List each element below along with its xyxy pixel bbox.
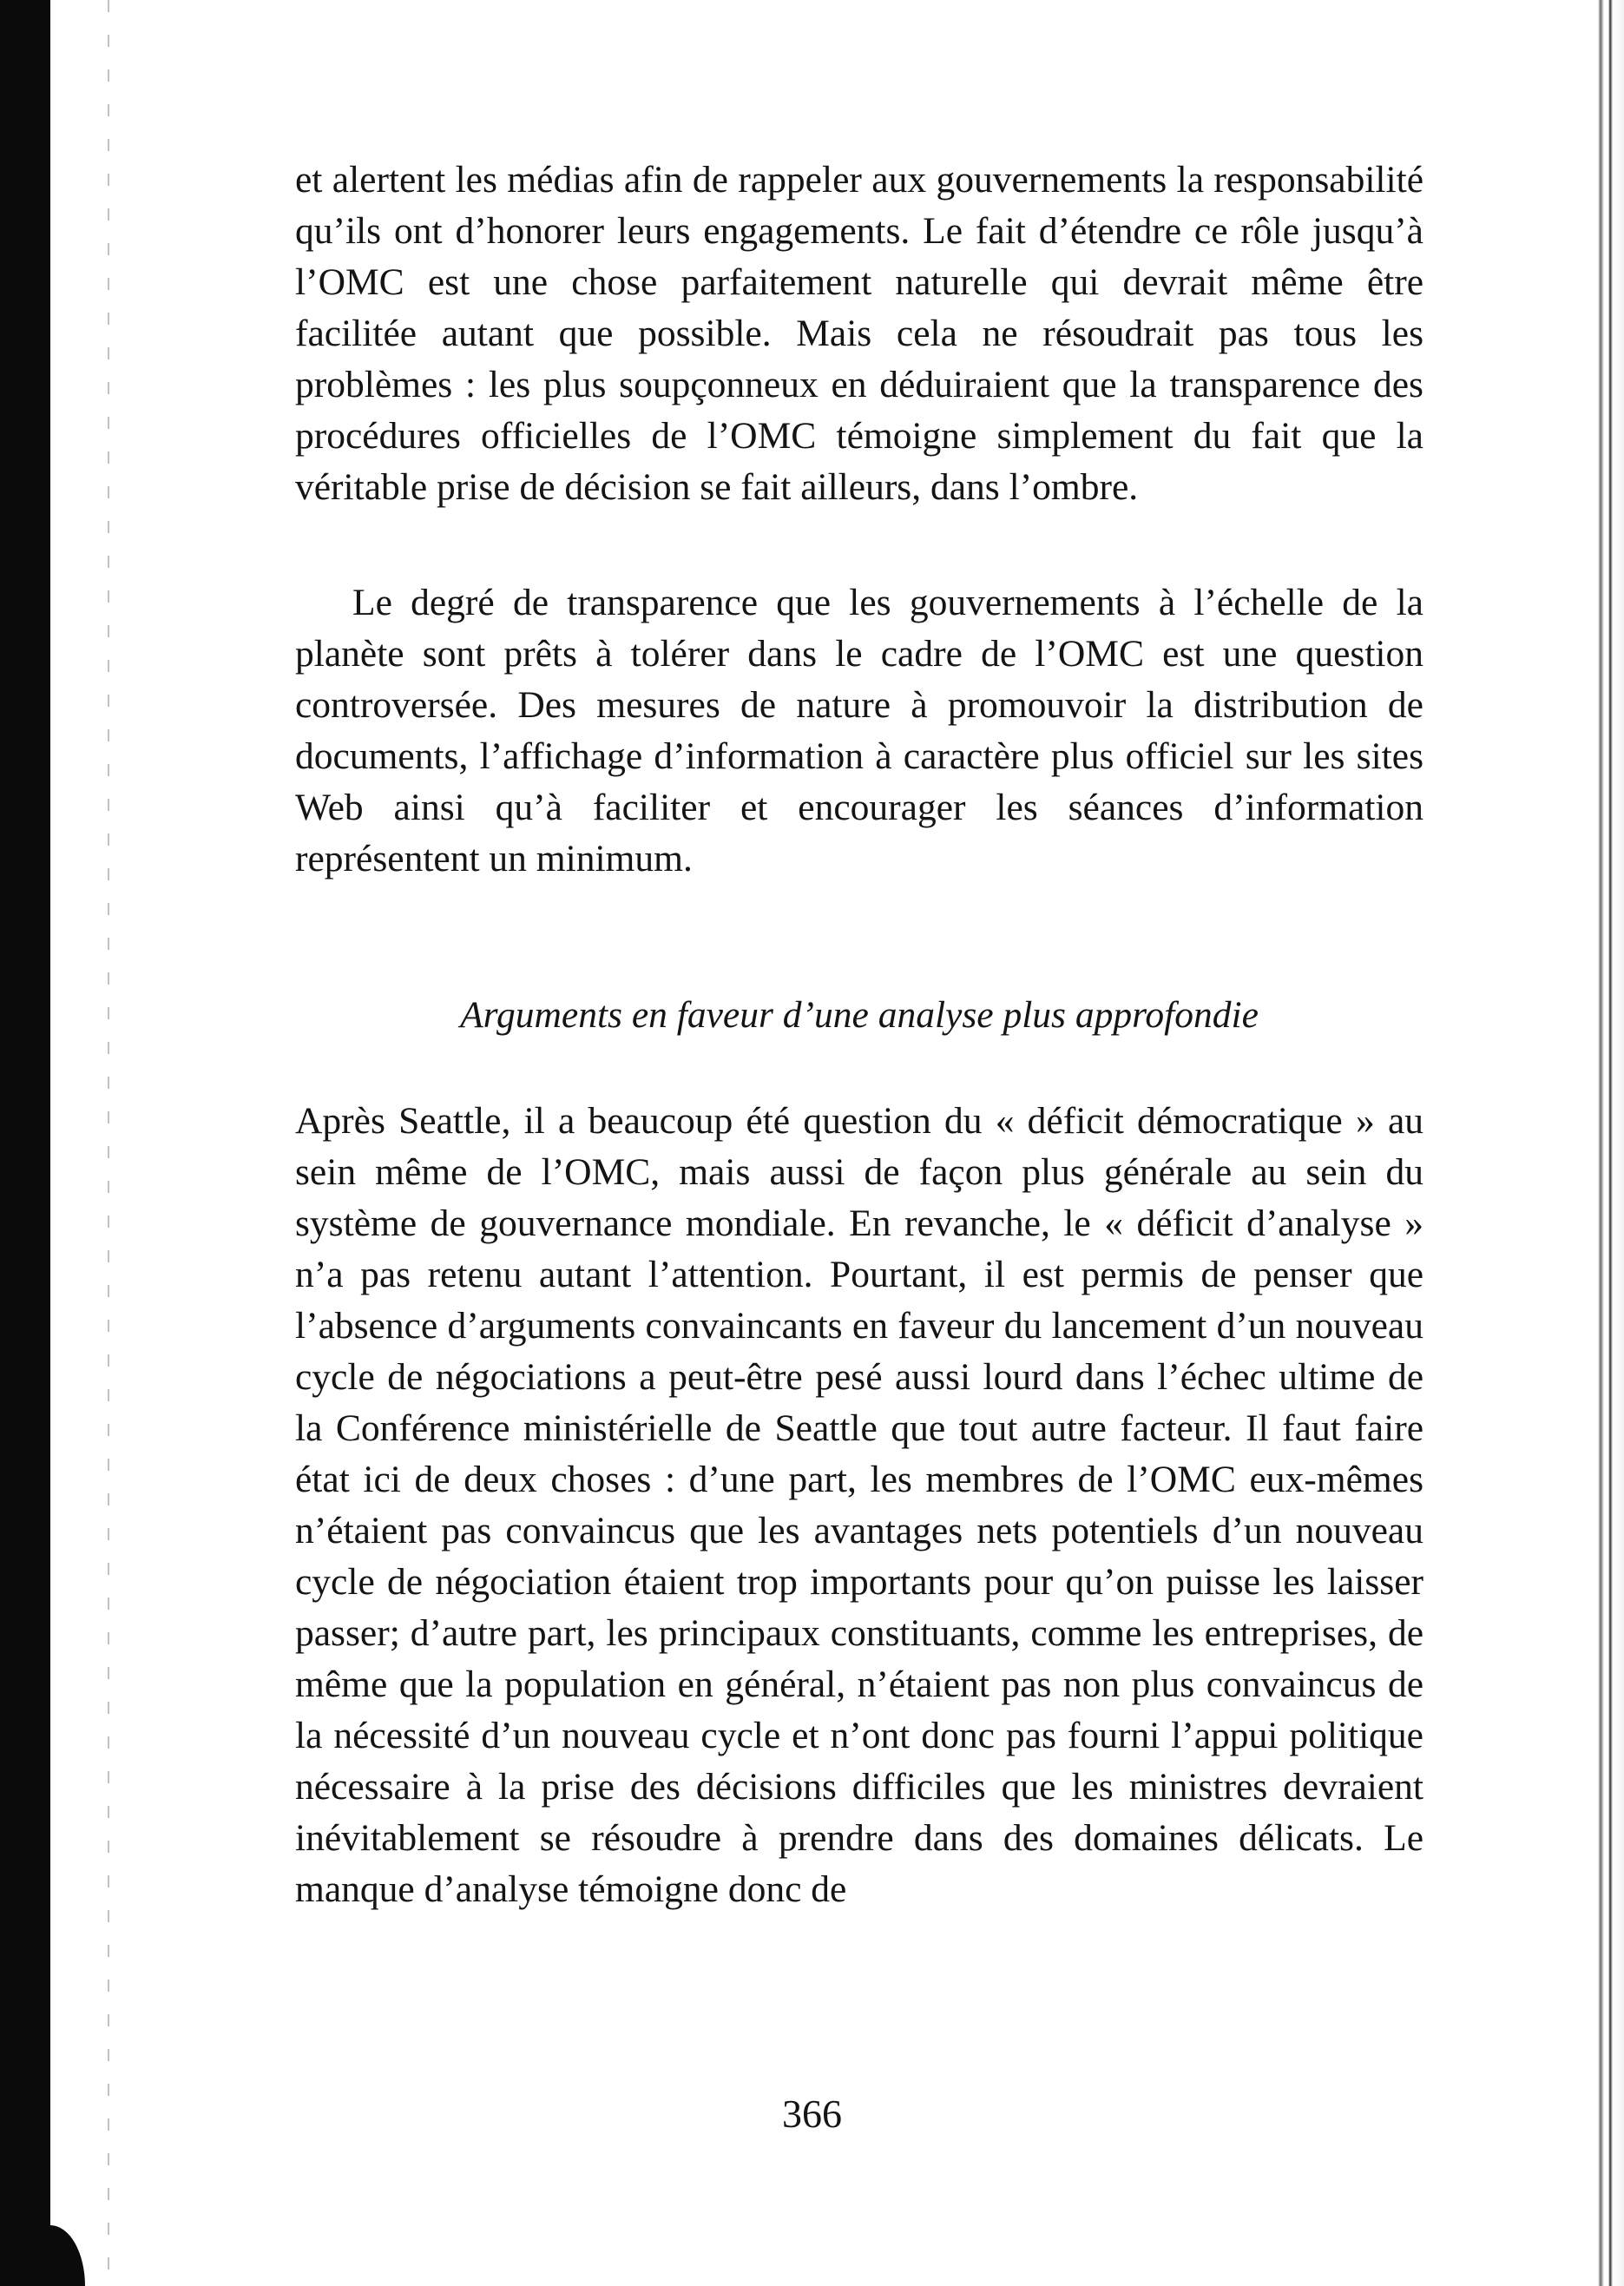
- page-number: 366: [782, 2092, 842, 2136]
- paragraph-3-text: Après Seattle, il a beaucoup été question du « déficit démocratique » au sein même de l’OMC, mais aussi de façon plus générale au sein du système de gouvernance mondiale. En revanche, le « déficit d’analyse » n’a pas retenu autant l’attention. Pourtant, il est permis de penser que l’absence d’arguments convaincants en faveur du lancement d’un nouveau cycle de négociations a peut-être pesé aussi lourd dans l’échec ultime de la Conférence ministérielle de Seattle que tout autre facteur. Il faut faire état ici de deux choses : d’une part, les membres de l’OMC eux-mêmes n’étaient pas convaincus que les avantages nets potentiels d’un nouveau cycle de négociation étaient trop importants pour qu’on puisse les laisser passer; d’autre part, les principaux constituants, comme les entreprises, de même que la population en général, n’étaient pas non plus convaincus de la nécessité d’un nouveau cycle et n’ont donc pas fourni l’appui politique nécessaire à la prise des décisions difficiles que les ministres devraient inévitablement se résoudre à prendre dans des domaines délicats. Le manque d’analyse témoigne donc de: [295, 1100, 1423, 1910]
- page-corner-curl: [50, 2225, 85, 2286]
- paragraph-1: [295, 155, 1423, 513]
- paragraph-1-text: et alertent les médias afin de rappeler aux gouvernements la responsabilité qu’ils ont d’honorer leurs engagements. Le fait d’étendre ce rôle jusqu’à l’OMC est une chose parfaitement naturelle qui devrait même être facilitée autant que possible. Mais cela ne résoudrait pas tous les problèmes : les plus soupçonneux en déduiraient que la transparence des procédures officielles de l’OMC témoigne simplement du fait que la véritable prise de décision se fait ailleurs, dans l’ombre.: [295, 159, 1423, 508]
- section-heading: Arguments en faveur d’une analyse plus approfondie: [460, 994, 1259, 1036]
- paragraph-3: [295, 1096, 1423, 1915]
- scan-left-edge: [0, 0, 50, 2286]
- page-left-border: [108, 0, 109, 2286]
- paragraph-2-text: Le degré de transparence que les gouvernements à l’échelle de la planète sont prêts à tolérer dans le cadre de l’OMC est une question controversée. Des mesures de nature à promouvoir la distribution de documents, l’affichage d’information à caractère plus officiel sur les sites Web ainsi qu’à faciliter et encourager les séances d’information représentent un minimum.: [295, 582, 1423, 879]
- paragraph-2: [295, 577, 1423, 885]
- scan-right-edge: [1598, 0, 1624, 2286]
